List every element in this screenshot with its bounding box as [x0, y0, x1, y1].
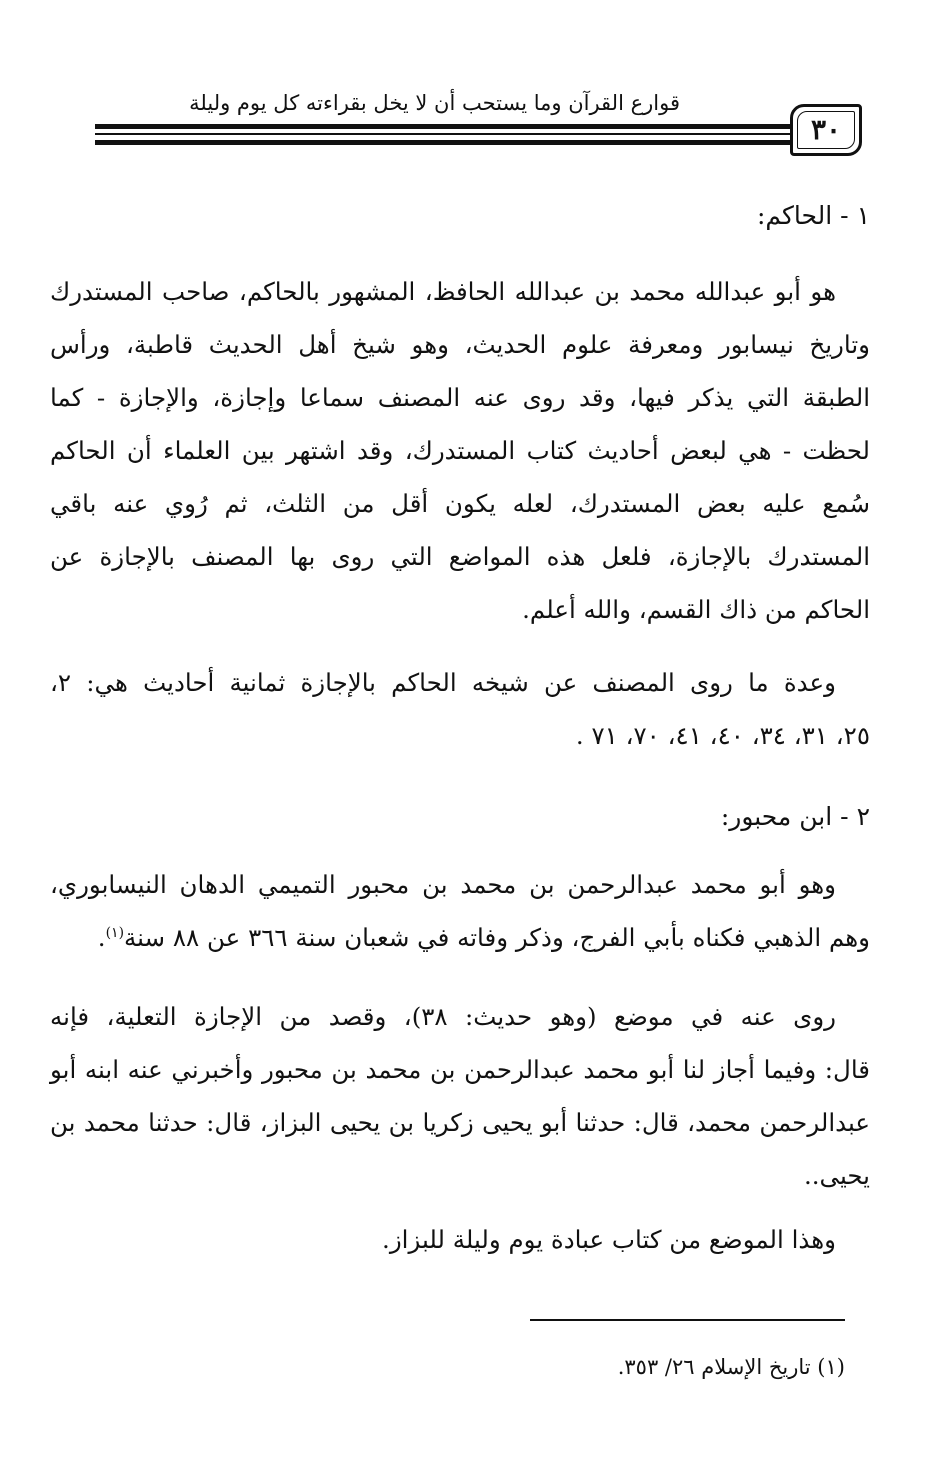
text-line: وهو أبو محمد عبدالرحمن بن محمد بن محبور التميمي الدهان النيسابوري،	[50, 870, 836, 899]
text-line: قال: وفيما أجاز لنا أبو محمد عبدالرحمن بن محمد بن محبور وأخبرني عنه ابنه أبو	[50, 1055, 870, 1084]
text-line: الطبقة التي يذكر فيها، وقد روى عنه المصنف سماعا وإجازة، والإجازة - كما	[50, 383, 870, 412]
section-heading: ١ - الحاكم:	[756, 201, 870, 230]
running-title: قوارع القرآن وما يستحب أن لا يخل بقراءته كل يوم وليلة	[189, 91, 680, 115]
text-line: يحيى..	[803, 1161, 870, 1190]
footnote-separator	[530, 1319, 845, 1321]
text-line	[50, 911, 870, 964]
text-line: روى عنه في موضع (وهو حديث: ٣٨)، وقصد من الإجازة التعلية، فإنه	[50, 1002, 836, 1031]
text-line: هو أبو عبدالله محمد بن عبدالله الحافظ، المشهور بالحاكم، صاحب المستدرك	[50, 277, 836, 306]
text-run: وهم الذهبي فكناه بأبي الفرج، وذكر وفاته في شعبان سنة ٣٦٦ عن ٨٨ سنة	[124, 923, 870, 952]
text-line: وهذا الموضع من كتاب عبادة يوم وليلة للبزاز.	[382, 1225, 836, 1254]
text-line: سُمع عليه بعض المستدرك، لعله يكون أقل من الثلث، ثم رُوي عنه باقي	[50, 489, 870, 518]
paragraph	[50, 990, 870, 1202]
header-rule	[95, 140, 795, 145]
header-rule	[95, 133, 795, 135]
text-line: المستدرك بالإجازة، فلعل هذه المواضع التي روى بها المصنف بالإجازة عن	[50, 542, 870, 571]
paragraph	[50, 656, 870, 762]
text-line: ٢٥، ٣١، ٣٤، ٤٠، ٤١، ٧٠، ٧١ .	[575, 721, 870, 750]
paragraph	[50, 265, 870, 636]
paragraph	[50, 1213, 870, 1266]
footnote-reference[interactable]: (١)	[105, 924, 125, 941]
paragraph	[50, 858, 870, 964]
text-line: وتاريخ نيسابور ومعرفة علوم الحديث، وهو شيخ أهل الحديث قاطبة، ورأس	[50, 330, 870, 359]
text-line: عبدالرحمن محمد، قال: حدثنا أبو يحيى زكريا بن يحيى البزاز، قال: حدثنا محمد بن	[50, 1108, 870, 1137]
header-rule	[95, 124, 795, 129]
text-line: وعدة ما روى المصنف عن شيخه الحاكم بالإجازة ثمانية أحاديث هي: ٢،	[50, 668, 836, 697]
text-line: الحاكم من ذاك القسم، والله أعلم.	[522, 595, 870, 624]
section-heading: ٢ - ابن محبور:	[720, 802, 870, 831]
footnote: (١) تاريخ الإسلام ٢٦/ ٣٥٣.	[617, 1355, 845, 1379]
text-line: لحظت - هي لبعض أحاديث كتاب المستدرك، وقد اشتهر بين العلماء أن الحاكم	[50, 436, 870, 465]
page-number: ٣٠	[810, 113, 842, 146]
page-number-badge	[790, 104, 862, 156]
text-run: .	[97, 923, 106, 952]
